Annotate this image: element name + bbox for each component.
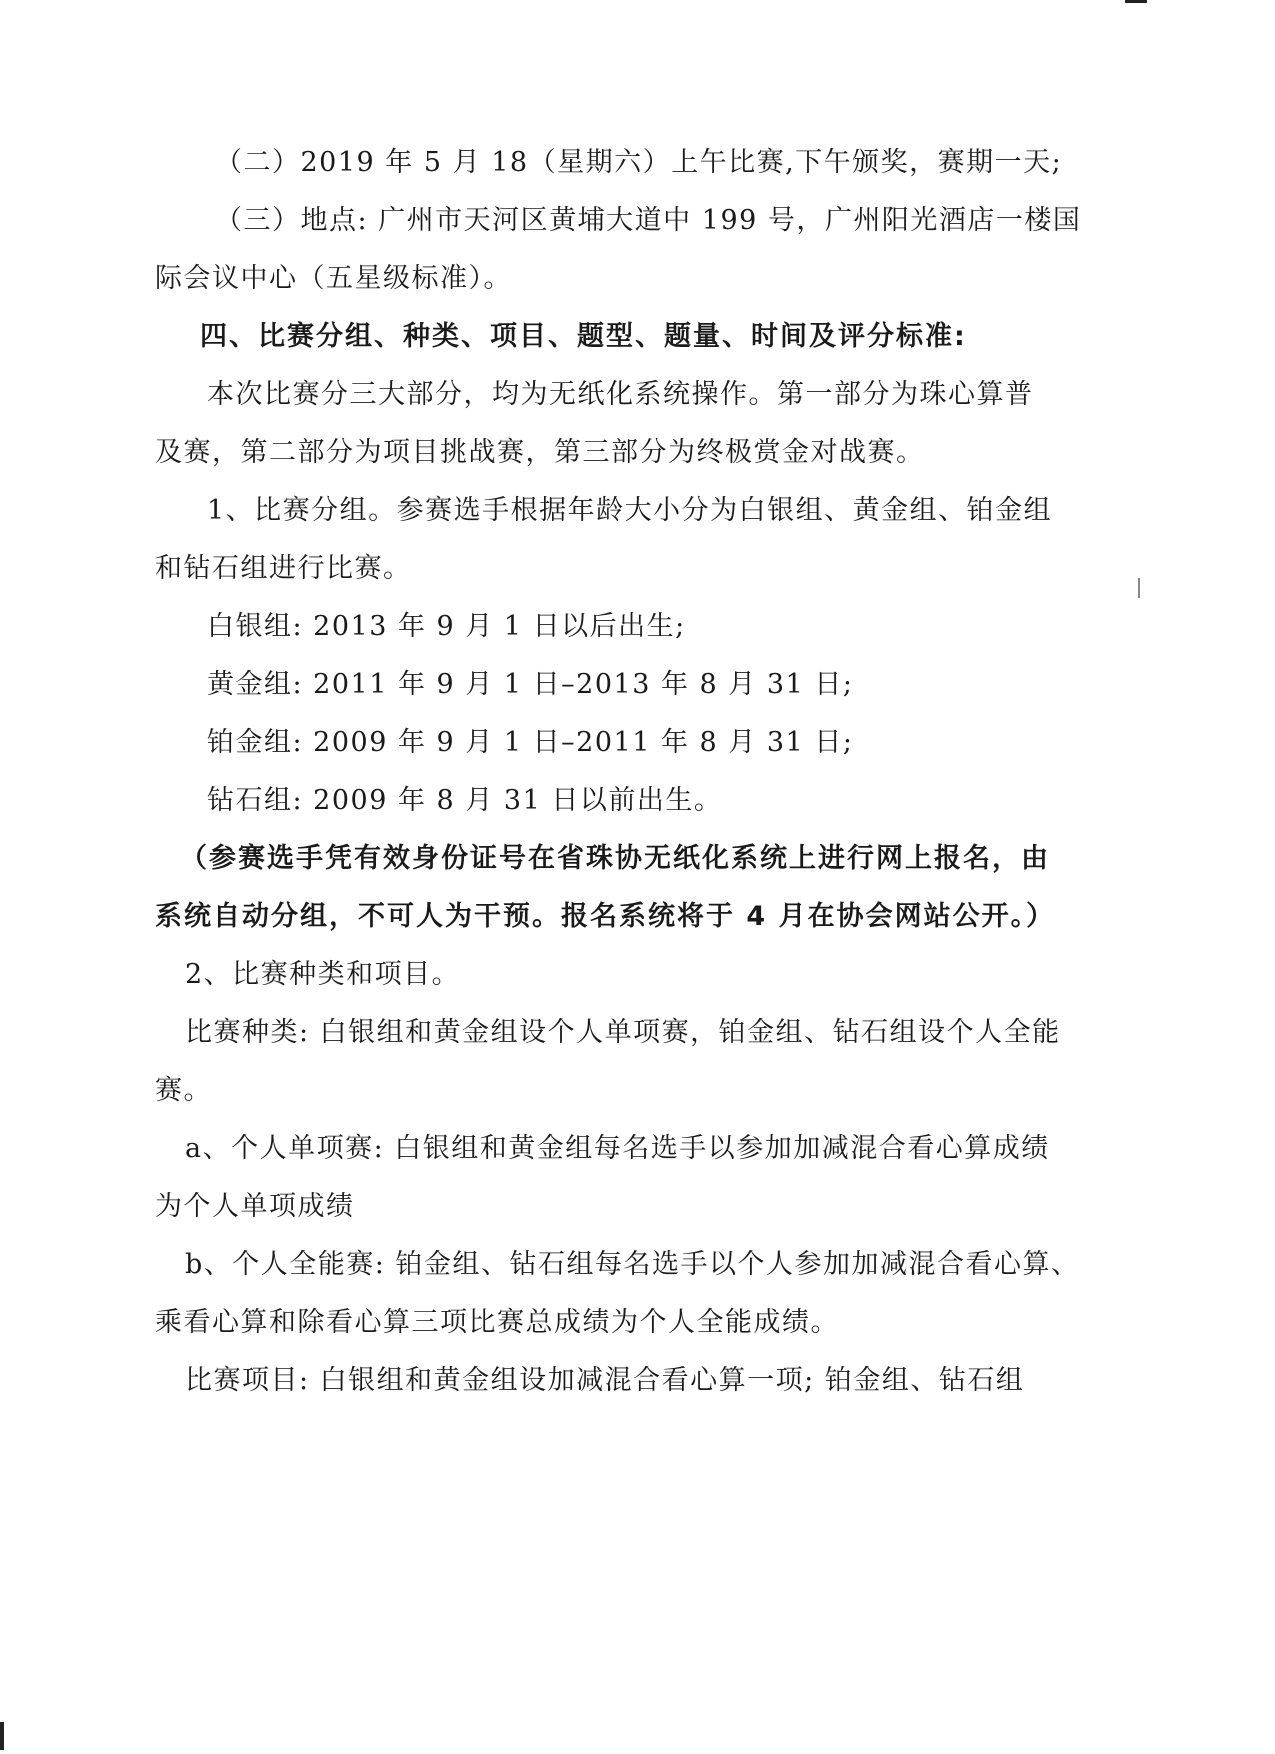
text-line: 1、比赛分组。参赛选手根据年龄大小分为白银组、黄金组、铂金组 [207,495,1053,526]
group-silver: 白银组: 2013 年 9 月 1 日以后出生; [207,611,686,642]
text-line: 比赛项目: 白银组和黄金组设加减混合看心算一项; 铂金组、钻石组 [185,1365,1025,1396]
scan-edge-mark [1138,578,1140,598]
text-line: 为个人单项成绩 [155,1191,355,1222]
text-line: b、个人全能赛: 铂金组、钻石组每名选手以个人参加加减混合看心算、 [185,1249,1080,1280]
section-heading: 四、比赛分组、种类、项目、题型、题量、时间及评分标准: [200,321,967,352]
text-line: 际会议中心（五星级标准）。 [155,263,512,294]
text-line: 和钻石组进行比赛。 [155,553,412,584]
registration-note: 系统自动分组，不可人为干预。报名系统将于 4 月在协会网站公开。） [155,901,1056,932]
scan-edge-mark [0,1722,4,1750]
group-platinum: 铂金组: 2009 年 9 月 1 日–2011 年 8 月 31 日; [207,727,854,758]
text-line: 比赛种类: 白银组和黄金组设个人单项赛，铂金组、钻石组设个人全能 [185,1017,1061,1048]
text-line: a、个人单项赛: 白银组和黄金组每名选手以参加加减混合看心算成绩 [185,1133,1050,1164]
text-line: 乘看心算和除看心算三项比赛总成绩为个人全能成绩。 [155,1307,839,1338]
registration-note: （参赛选手凭有效身份证号在省珠协无纸化系统上进行网上报名，由 [180,843,1050,874]
text-line: 2、比赛种类和项目。 [185,959,461,990]
text-line: 及赛，第二部分为项目挑战赛，第三部分为终极赏金对战赛。 [155,437,925,468]
group-gold: 黄金组: 2011 年 9 月 1 日–2013 年 8 月 31 日; [207,669,854,700]
text-line: 赛。 [155,1075,212,1106]
text-line: （二）2019 年 5 月 18（星期六）上午比赛,下午颁奖，赛期一天; [215,147,1063,178]
text-line: 本次比赛分三大部分，均为无纸化系统操作。第一部分为珠心算普 [207,379,1034,410]
text-line: （三）地点: 广州市天河区黄埔大道中 199 号，广州阳光酒店一楼国 [215,205,1082,236]
group-diamond: 钻石组: 2009 年 8 月 31 日以前出生。 [207,785,723,816]
scan-edge-mark [1125,0,1147,3]
